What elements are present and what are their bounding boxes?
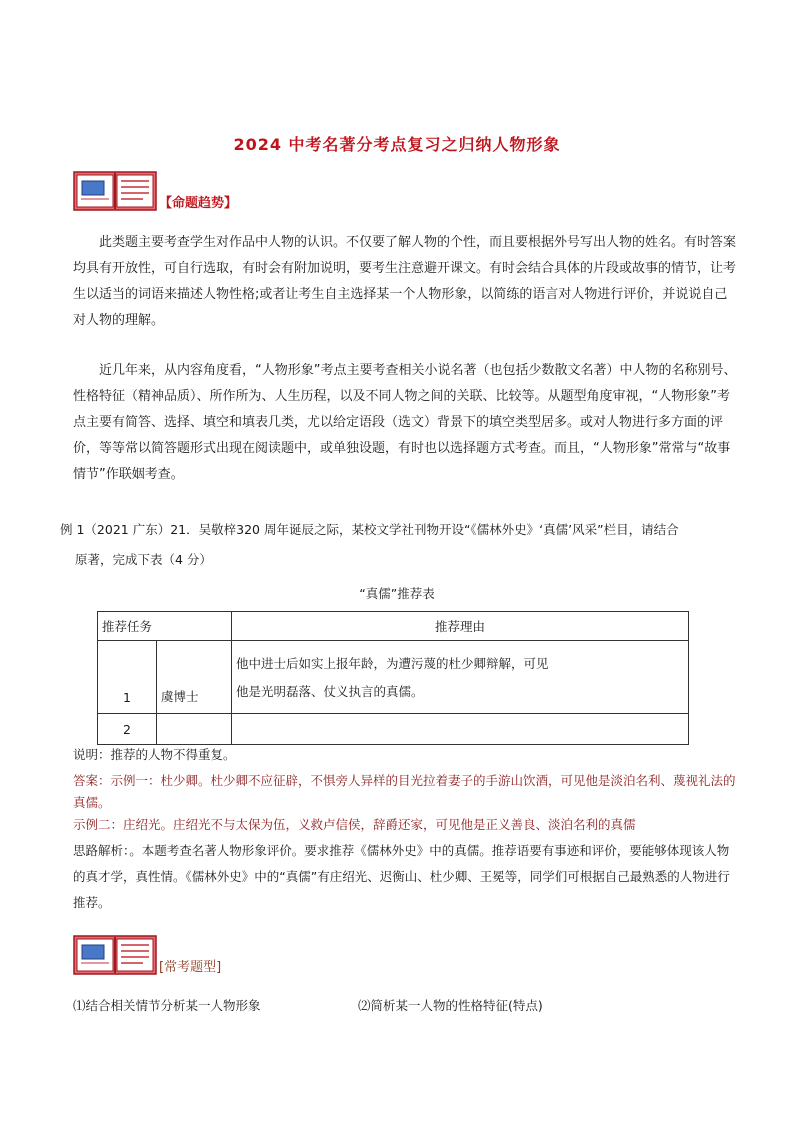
- list-item: ⑴结合相关情节分析某一人物形象: [73, 998, 261, 1013]
- open-book-icon: [73, 171, 157, 211]
- table-header-row: [98, 612, 689, 641]
- trend-paragraph-1: 此类题主要考查学生对作品中人物的认识。不仅要了解人物的个性，而且要根据外号写出人物的姓名。有时答案均具有开放性，可自行选取，有时会有附加说明，要考生注意避开课文。有时会结合具体的片段或故事的情节，让考生以适当的词语来描述人物性格;或者让考生自主选择某一个人物形象，以简练的语言对人物进行评价，并说说自己对人物的理解。: [73, 235, 737, 328]
- answer-example-2: 示例二：庄绍光。庄绍光不与太保为伍，义救卢信侯，辞爵还家，可见他是正义善良、淡泊名利的真儒: [73, 817, 636, 832]
- row-reason: [232, 641, 689, 714]
- trend-paragraph-2: 近几年来，从内容角度看，“人物形象”考点主要考查相关小说名著（也包括少数散文名著）中人物的名称别号、性格特征（精神品质）、所作所为、人生历程，以及不同人物之间的关联、比较等。从题型角度审视，“人物形象”考点主要有简答、选择、填空和填表几类，尤以给定语段（选文）背景下的填空类型居多。或对人物进行多方面的评价，等等常以简答题形式出现在阅读题中，或单独设题，有时也以选择题方式考查。而且，“人物形象”常常与“故事情节”作联姻考查。: [73, 363, 737, 482]
- section-header-types: [73, 935, 373, 977]
- section-label-types: [常考题型]: [159, 960, 222, 975]
- table-note: 说明：推荐的人物不得重复。: [73, 747, 236, 762]
- row-reason-line2: 他是光明磊落、仗义执言的真儒。: [236, 684, 424, 699]
- table-row: [98, 714, 689, 745]
- header-task: 推荐任务: [98, 612, 232, 641]
- open-book-icon: [73, 935, 157, 975]
- analysis-text: 思路解析：。本题考查名著人物形象评价。要求推荐《儒林外史》中的真儒。推荐语要有事迹和评价，要能够体现该人物的真才学，真性情。《儒林外史》中的“真儒”有庄绍光、迟衡山、杜少卿、王冕等，同学们可根据自己最熟悉的人物进行推荐。: [73, 843, 730, 910]
- row-name: [157, 714, 232, 745]
- list-item: ⑵简析某一人物的性格特征(特点): [358, 998, 543, 1013]
- page-title: 2024 中考名著分考点复习之归纳人物形象: [233, 135, 561, 154]
- row-reason-line1: 他中进士后如实上报年龄，为遭污蔑的杜少卿辩解，可见: [236, 656, 549, 671]
- row-reason: [232, 714, 689, 745]
- answer-example-1: 答案：示例一：杜少卿。杜少卿不应征辟，不惧旁人异样的目光拉着妻子的手游山饮酒，可见他是淡泊名利、蔑视礼法的真儒。: [73, 773, 736, 810]
- recommendation-table: [97, 611, 689, 745]
- header-reason: 推荐理由: [232, 612, 689, 641]
- example-question-line1: 例 1（2021 广东）21．吴敬梓320 周年诞辰之际，某校文学社刊物开设“《儒林外史》‘真儒’风采”栏目，请结合: [60, 522, 679, 537]
- example-question-line2: 原著，完成下表（4 分）: [75, 552, 212, 567]
- section-label-trend: 【命题趋势】: [159, 196, 238, 211]
- table-row: [98, 641, 689, 714]
- row-number: 1: [98, 641, 157, 714]
- table-caption: “真儒”推荐表: [359, 586, 435, 601]
- row-name: 虞博士: [157, 641, 232, 714]
- section-header-trend: [73, 171, 373, 213]
- row-number: 2: [98, 714, 157, 745]
